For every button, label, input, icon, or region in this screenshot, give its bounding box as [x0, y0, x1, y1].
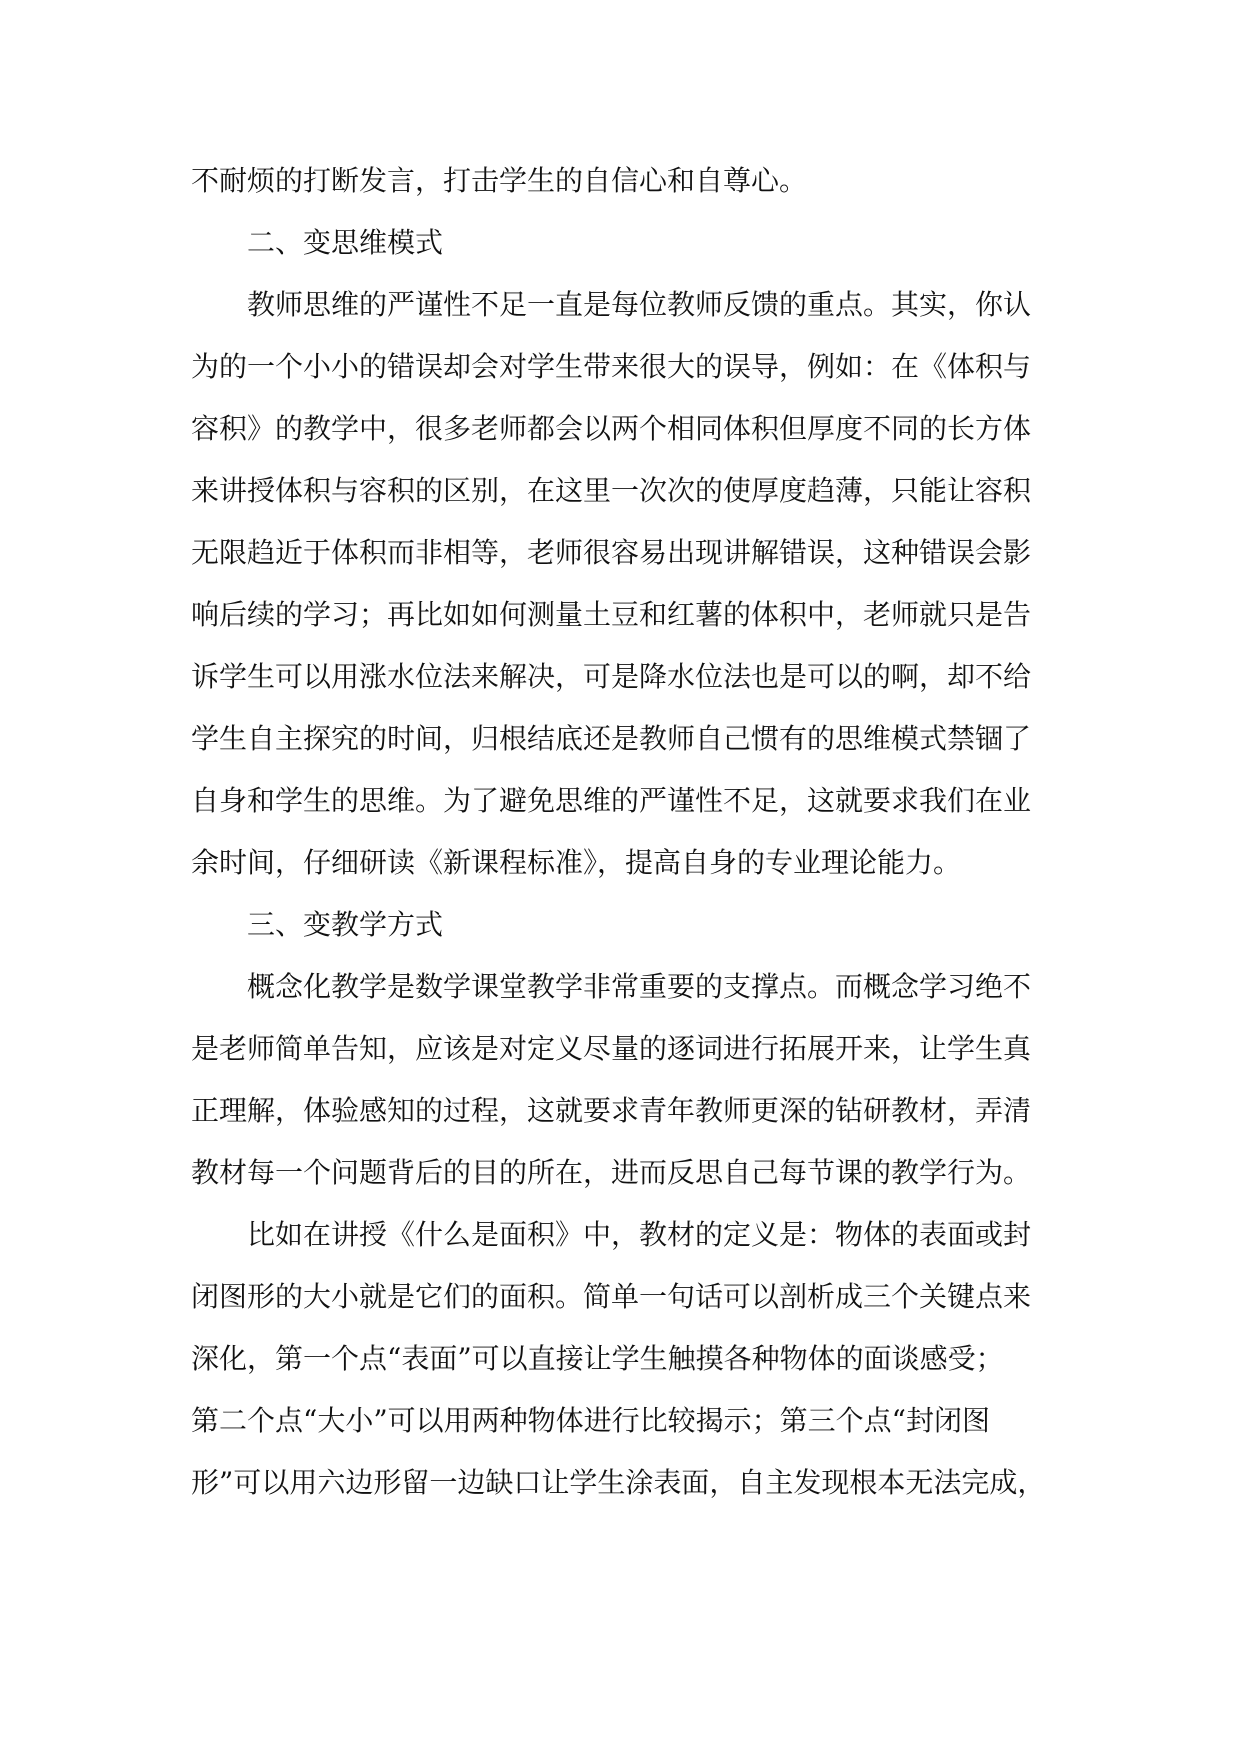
text-line: 学生自主探究的时间，归根结底还是教师自己惯有的思维模式禁锢了 — [191, 722, 1032, 755]
text-line: 比如在讲授《什么是面积》中，教材的定义是：物体的表面或封 — [247, 1218, 1032, 1251]
text-line: 不耐烦的打断发言，打击学生的自信心和自尊心。 — [191, 164, 808, 197]
text-line: 自身和学生的思维。为了避免思维的严谨性不足，这就要求我们在业 — [191, 784, 1032, 817]
text-line: 教材每一个问题背后的目的所在，进而反思自己每节课的教学行为。 — [191, 1156, 1032, 1189]
text-line: 为的一个小小的错误却会对学生带来很大的误导，例如：在《体积与 — [191, 350, 1032, 383]
text-line: 无限趋近于体积而非相等，老师很容易出现讲解错误，这种错误会影 — [191, 536, 1032, 569]
text-line: 响后续的学习；再比如如何测量土豆和红薯的体积中，老师就只是告 — [191, 598, 1032, 631]
text-line: 概念化教学是数学课堂教学非常重要的支撑点。而概念学习绝不 — [247, 970, 1032, 1003]
text-line: 容积》的教学中，很多老师都会以两个相同体积但厚度不同的长方体 — [191, 412, 1032, 445]
text-line: 是老师简单告知，应该是对定义尽量的逐词进行拓展开来，让学生真 — [191, 1032, 1032, 1065]
text-line: 教师思维的严谨性不足一直是每位教师反馈的重点。其实，你认 — [247, 288, 1032, 321]
text-line: 深化，第一个点“表面”可以直接让学生触摸各种物体的面谈感受； — [191, 1342, 1004, 1375]
text-line: 形”可以用六边形留一边缺口让学生涂表面，自主发现根本无法完成， — [191, 1466, 1046, 1499]
section-heading: 二、变思维模式 — [247, 226, 444, 259]
text-line: 余时间，仔细研读《新课程标准》，提高自身的专业理论能力。 — [191, 846, 962, 879]
text-line: 正理解，体验感知的过程，这就要求青年教师更深的钻研教材，弄清 — [191, 1094, 1032, 1127]
document-body — [191, 150, 1051, 1514]
text-line: 闭图形的大小就是它们的面积。简单一句话可以剖析成三个关键点来 — [191, 1280, 1032, 1313]
text-line: 来讲授体积与容积的区别，在这里一次次的使厚度趋薄，只能让容积 — [191, 474, 1032, 507]
section-heading: 三、变教学方式 — [247, 908, 444, 941]
text-line: 第二个点“大小”可以用两种物体进行比较揭示；第三个点“封闭图 — [191, 1404, 990, 1437]
text-line: 诉学生可以用涨水位法来解决，可是降水位法也是可以的啊，却不给 — [191, 660, 1032, 693]
